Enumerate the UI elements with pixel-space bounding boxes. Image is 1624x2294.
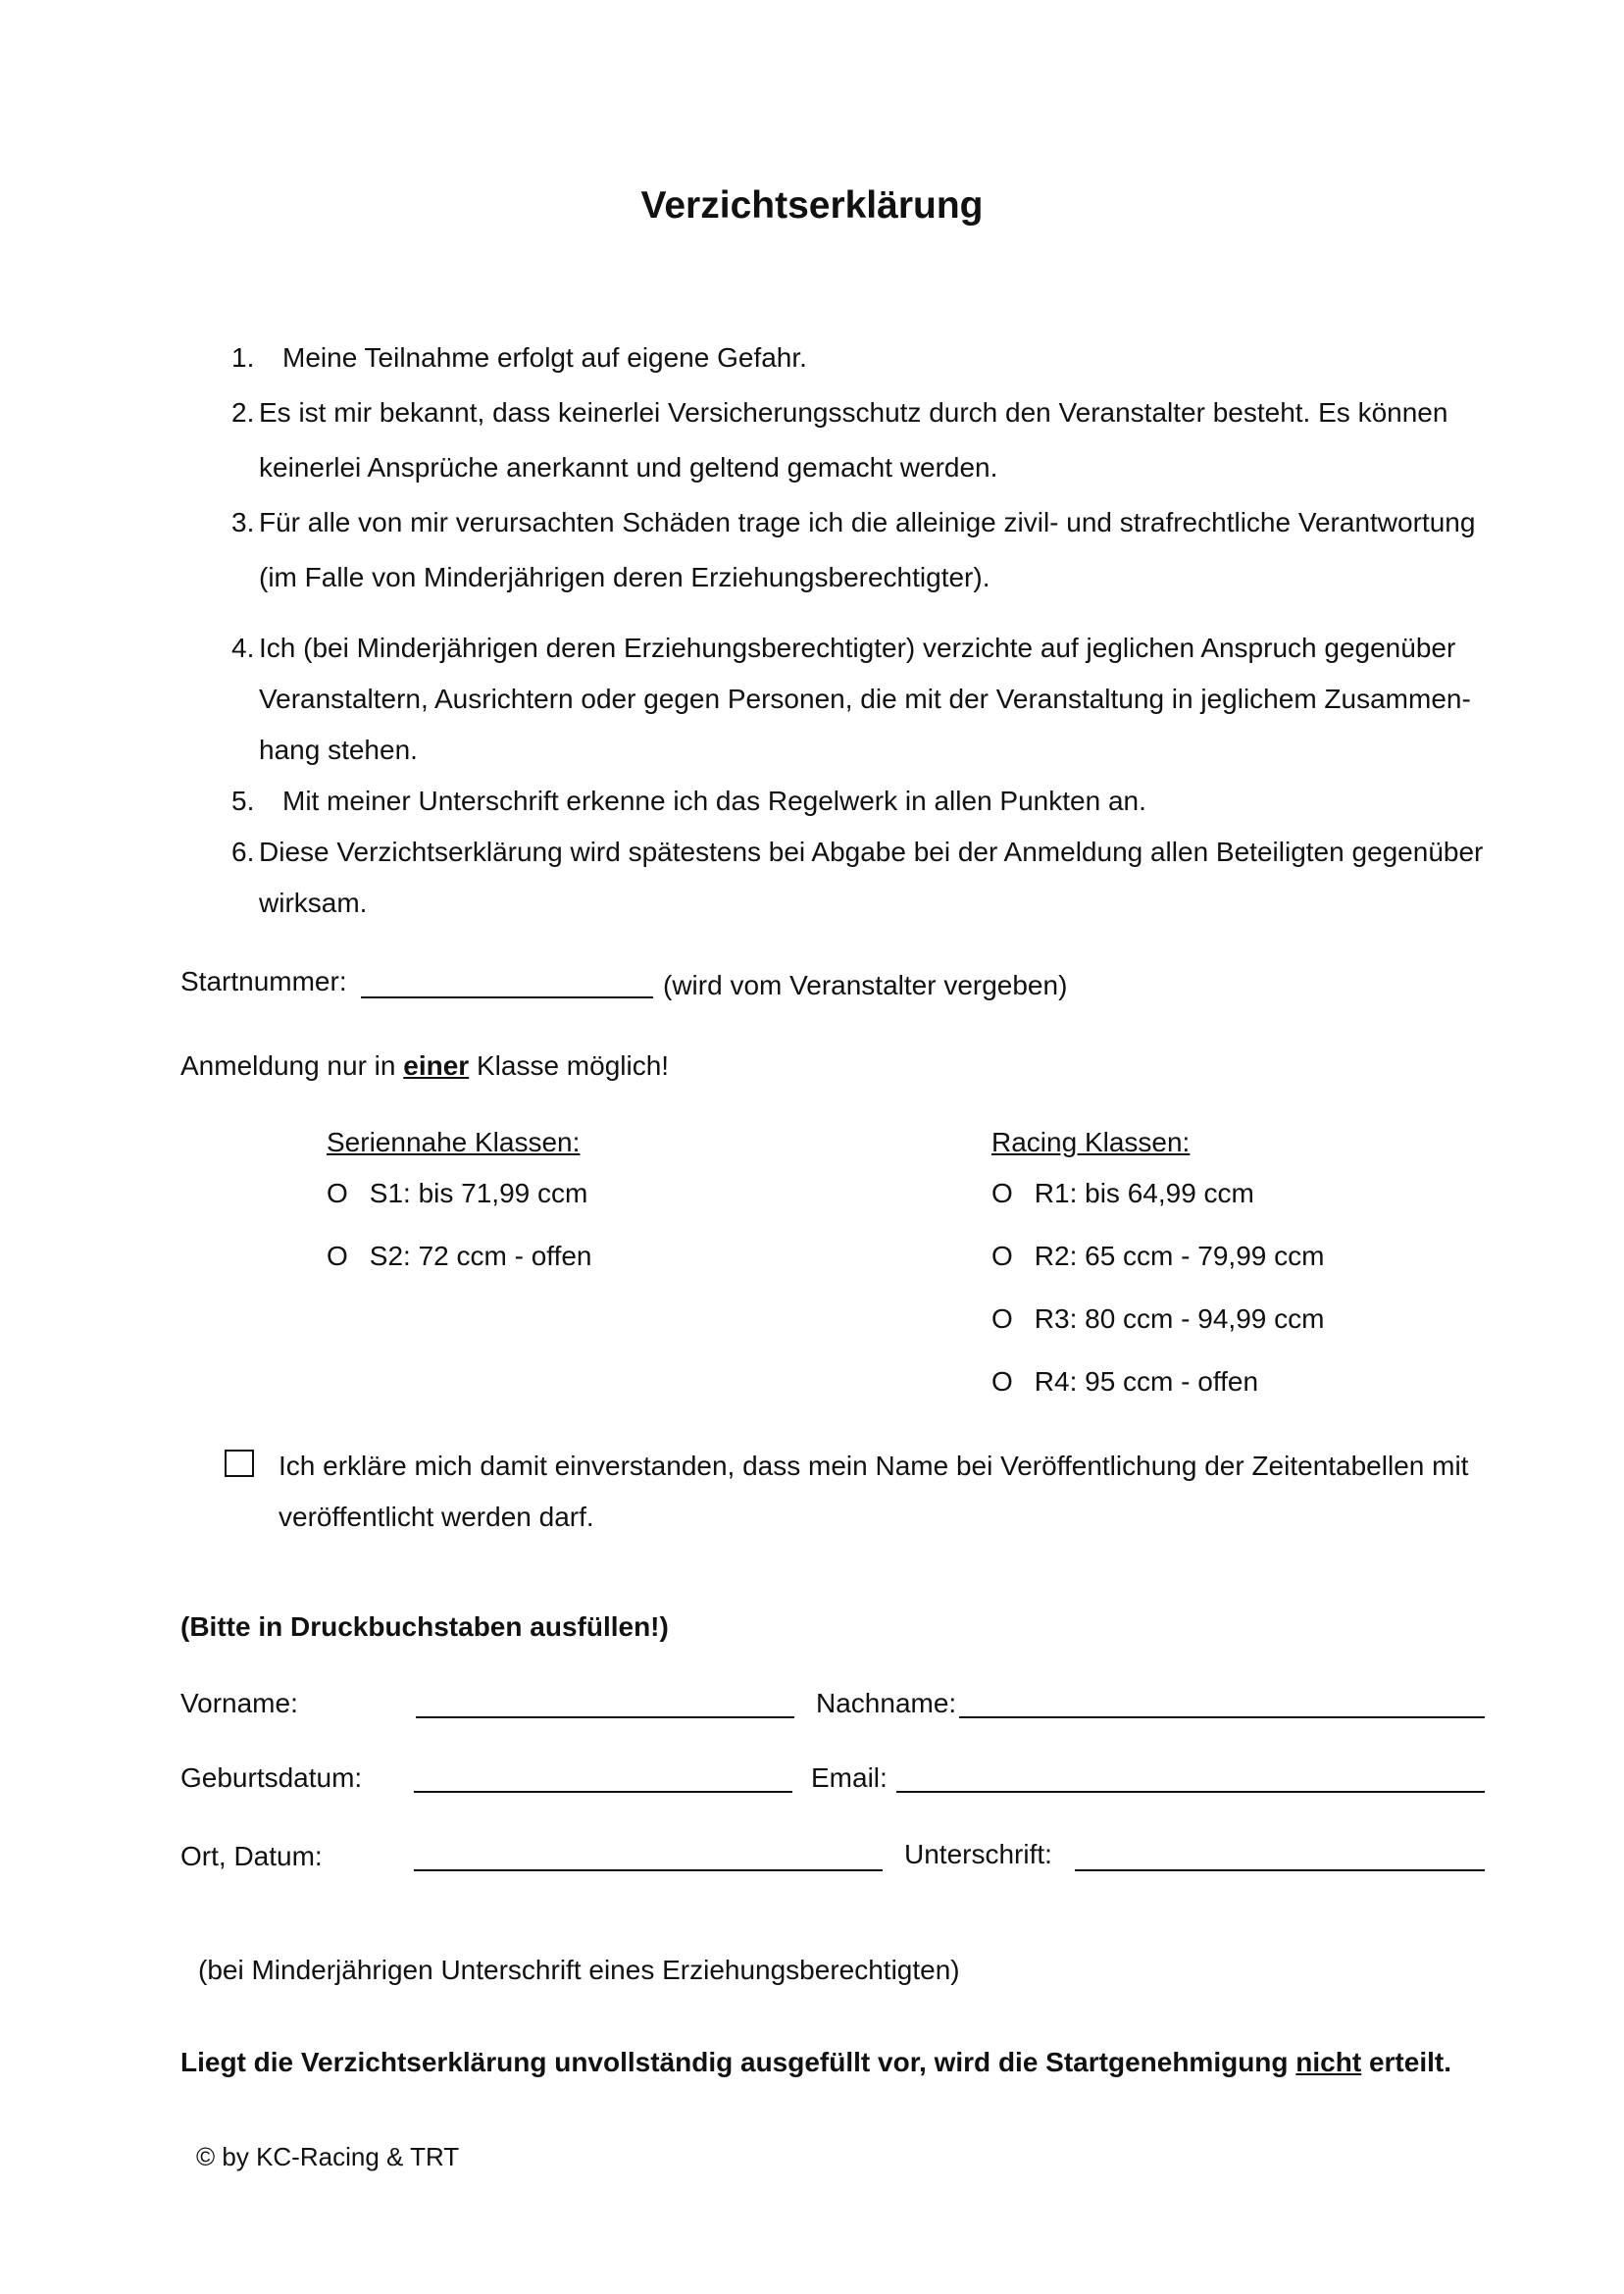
- list-text: Für alle von mir verursachten Schäden trage ich die alleinige zivil- und strafrechtliche Verantwortung: [259, 507, 1476, 537]
- racing-heading: Racing Klassen:: [991, 1127, 1191, 1157]
- ort-datum-field[interactable]: [414, 1869, 883, 1871]
- class-label: S2: 72 ccm - offen: [369, 1241, 592, 1271]
- list-text-continued: keinerlei Ansprüche anerkannt und geltend gemacht werden.: [259, 452, 998, 483]
- class-option-r3[interactable]: [991, 1302, 1324, 1336]
- geburtsdatum-label: Geburtsdatum:: [180, 1762, 363, 1793]
- seriennahe-heading: Seriennahe Klassen:: [327, 1127, 581, 1157]
- radio-marker: O: [327, 1178, 348, 1208]
- nachname-field[interactable]: [959, 1716, 1485, 1718]
- radio-marker: O: [991, 1178, 1013, 1208]
- consent-text-continued: veröffentlicht werden darf.: [279, 1502, 594, 1532]
- list-item: [231, 506, 1475, 539]
- minor-signature-note: (bei Minderjährigen Unterschrift eines Erziehungsberechtigten): [198, 1955, 960, 1985]
- class-label: R4: 95 ccm - offen: [1034, 1366, 1259, 1397]
- list-number: 5.: [231, 786, 255, 816]
- warning-emphasis: nicht: [1295, 2047, 1362, 2077]
- list-number: 1.: [231, 342, 255, 373]
- list-text: Es ist mir bekannt, dass keinerlei Versicherungsschutz durch den Veranstalter besteht. Es können: [259, 397, 1448, 428]
- list-number: 4.: [231, 633, 255, 663]
- startnummer-field[interactable]: [361, 996, 653, 998]
- page-title: Verzichtserklärung: [640, 184, 984, 227]
- class-label: R1: bis 64,99 ccm: [1034, 1178, 1254, 1208]
- druck-note: (Bitte in Druckbuchstaben ausfüllen!): [180, 1611, 669, 1642]
- radio-marker: O: [991, 1366, 1013, 1397]
- class-label: R3: 80 ccm - 94,99 ccm: [1034, 1303, 1325, 1334]
- radio-marker: O: [991, 1303, 1013, 1334]
- class-option-s2[interactable]: [327, 1240, 592, 1273]
- class-option-r4[interactable]: [991, 1365, 1258, 1399]
- startnummer-label: Startnummer:: [180, 966, 347, 996]
- list-number: 6.: [231, 837, 255, 867]
- class-label: R2: 65 ccm - 79,99 ccm: [1034, 1241, 1325, 1271]
- ort-datum-label: Ort, Datum:: [180, 1841, 323, 1871]
- list-text-continued: (im Falle von Minderjährigen deren Erziehungsberechtigter).: [259, 562, 990, 592]
- email-label: Email:: [811, 1762, 888, 1793]
- class-option-r2[interactable]: [991, 1240, 1324, 1273]
- radio-marker: O: [327, 1241, 348, 1271]
- class-label: S1: bis 71,99 ccm: [369, 1178, 588, 1208]
- list-text-continued: wirksam.: [259, 888, 368, 918]
- list-item: [231, 836, 1483, 869]
- geburtsdatum-field[interactable]: [414, 1791, 792, 1793]
- list-text: Meine Teilnahme erfolgt auf eigene Gefahr.: [282, 342, 807, 373]
- anmeldung-emphasis: einer: [403, 1050, 470, 1081]
- consent-checkbox[interactable]: [225, 1450, 254, 1477]
- vorname-field[interactable]: [416, 1716, 794, 1718]
- incomplete-warning: Liegt die Verzichtserklärung unvollständig ausgefüllt vor, wird die Startgenehmigung nicht erteilt.: [180, 2047, 1451, 2077]
- list-text-continued: hang stehen.: [259, 735, 418, 765]
- class-option-r1[interactable]: [991, 1177, 1254, 1210]
- anmeldung-note: Anmeldung nur in einer Klasse möglich!: [180, 1050, 670, 1081]
- radio-marker: O: [991, 1241, 1013, 1271]
- unterschrift-field[interactable]: [1075, 1869, 1485, 1871]
- list-text: Diese Verzichtserklärung wird spätestens bei Abgabe bei der Anmeldung allen Beteiligten gegenüber: [259, 837, 1484, 867]
- list-item: [231, 785, 1146, 818]
- list-text-continued: Veranstaltern, Ausrichtern oder gegen Personen, die mit der Veranstaltung in jeglichem Zusammen-: [259, 684, 1471, 714]
- list-item: [231, 341, 807, 375]
- list-item: [231, 632, 1455, 665]
- list-number: 3.: [231, 507, 255, 537]
- list-item: [231, 396, 1447, 430]
- unterschrift-label: Unterschrift:: [904, 1839, 1052, 1869]
- startnummer-note: (wird vom Veranstalter vergeben): [663, 970, 1068, 1000]
- list-number: 2.: [231, 397, 255, 428]
- list-text: Mit meiner Unterschrift erkenne ich das Regelwerk in allen Punkten an.: [282, 786, 1146, 816]
- email-field[interactable]: [896, 1791, 1485, 1793]
- class-option-s1[interactable]: [327, 1177, 587, 1210]
- consent-text: Ich erkläre mich damit einverstanden, dass mein Name bei Veröffentlichung der Zeitentabellen mit: [279, 1451, 1469, 1481]
- vorname-label: Vorname:: [180, 1688, 298, 1718]
- copyright: © by KC-Racing & TRT: [196, 2142, 460, 2171]
- nachname-label: Nachname:: [816, 1688, 957, 1718]
- list-text: Ich (bei Minderjährigen deren Erziehungsberechtigter) verzichte auf jeglichen Anspruch gegenüber: [259, 633, 1456, 663]
